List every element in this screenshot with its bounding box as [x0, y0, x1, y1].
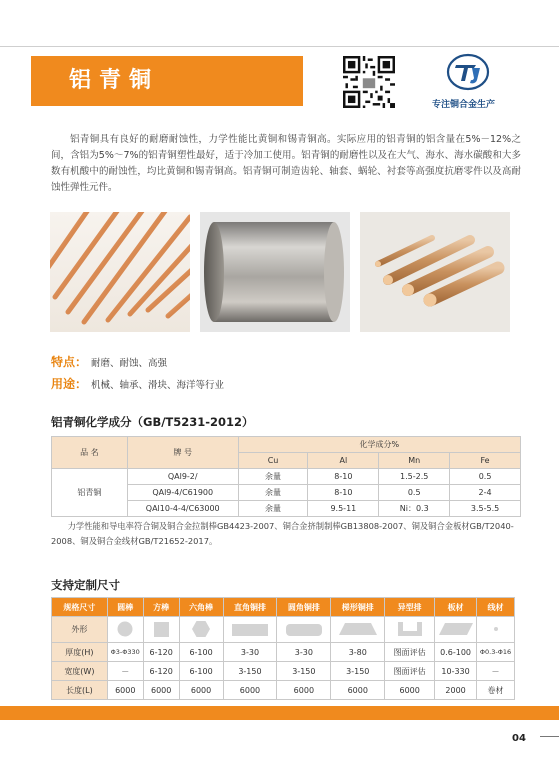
sizes-table — [51, 597, 515, 700]
features-key: 特点： — [51, 355, 88, 369]
shape-row-label: 外形 — [52, 617, 108, 643]
size-cell: 0.6-100 — [435, 643, 477, 662]
size-cell: 3-80 — [331, 643, 385, 662]
cu-cell: 余量 — [238, 501, 308, 517]
header-profile-busbar: 异型排 — [385, 598, 435, 617]
mn-cell: 1.5-2.5 — [379, 469, 450, 485]
composition-table — [51, 436, 521, 517]
size-cell: － — [477, 662, 515, 681]
rounded-rectangle-shape-icon — [277, 617, 331, 643]
header-wire: 线材 — [477, 598, 515, 617]
usage-line — [51, 375, 224, 392]
size-cell: 3-30 — [277, 643, 331, 662]
square-shape-icon — [143, 617, 179, 643]
size-cell: 6-120 — [143, 643, 179, 662]
al-cell: 9.5-11 — [308, 501, 379, 517]
size-cell: 2000 — [435, 681, 477, 700]
grade-cell: QAl9-2/ — [127, 469, 238, 485]
header-hex-bar: 六角棒 — [179, 598, 223, 617]
page-title: 铝青铜 — [31, 56, 303, 106]
table-row — [52, 681, 515, 700]
product-photo-rods — [50, 212, 190, 332]
table-row — [52, 469, 521, 485]
product-name-cell: 铝青铜 — [52, 469, 128, 517]
footer-bar — [0, 706, 559, 720]
row-label: 宽度(W) — [52, 662, 108, 681]
size-cell: 6000 — [385, 681, 435, 700]
fe-cell: 0.5 — [450, 469, 521, 485]
grade-cell: QAl9-4/C61900 — [127, 485, 238, 501]
size-cell: 3-30 — [223, 643, 277, 662]
table-row — [52, 662, 515, 681]
size-cell: Φ3-Φ330 — [107, 643, 143, 662]
row-label: 长度(L) — [52, 681, 108, 700]
hexagon-shape-icon — [179, 617, 223, 643]
header-element: Fe — [450, 453, 521, 469]
rectangle-shape-icon — [223, 617, 277, 643]
composition-title: 铝青铜化学成分（GB/T5231-2012） — [51, 415, 254, 429]
sizes-title: 支持定制尺寸 — [51, 578, 120, 592]
header-square-bar: 方棒 — [143, 598, 179, 617]
round-shape-icon — [107, 617, 143, 643]
usage-value: 机械、轴承、滑块、海洋等行业 — [91, 380, 225, 391]
size-cell: 图面评估 — [385, 662, 435, 681]
qr-code-icon — [343, 56, 395, 108]
grade-cell: QAl10-4-4/C63000 — [127, 501, 238, 517]
page-number-rule — [540, 736, 559, 737]
company-slogan: 专注铜合金生产 — [432, 100, 496, 110]
size-cell: 6000 — [179, 681, 223, 700]
cu-cell: 余量 — [238, 469, 308, 485]
fe-cell: 3.5-5.5 — [450, 501, 521, 517]
row-label: 厚度(H) — [52, 643, 108, 662]
usage-key: 用途： — [51, 377, 88, 391]
header-square-busbar: 直角铜排 — [223, 598, 277, 617]
fe-cell: 2-4 — [450, 485, 521, 501]
trapezoid-shape-icon — [331, 617, 385, 643]
header-product-name: 品 名 — [52, 437, 128, 469]
size-cell: Φ0.3-Φ16 — [477, 643, 515, 662]
header-round-bar: 圆棒 — [107, 598, 143, 617]
product-photo-large-bar — [200, 212, 350, 332]
standards-note: 力学性能和导电率符合铜及铜合金拉制棒GB4423-2007、铜合金挤制制棒GB13808-2007、铜及铜合金板材GB/T2040-2008、铜及铜合金线材GB/T21652-2017。 — [51, 521, 514, 546]
wire-shape-icon — [477, 617, 515, 643]
mn-cell: Ni：0.3 — [379, 501, 450, 517]
page-number: 04 — [512, 733, 526, 744]
size-cell: － — [107, 662, 143, 681]
al-cell: 8-10 — [308, 469, 379, 485]
size-cell: 6-100 — [179, 643, 223, 662]
mn-cell: 0.5 — [379, 485, 450, 501]
profile-shape-icon — [385, 617, 435, 643]
header-spec: 规格尺寸 — [52, 598, 108, 617]
size-cell: 10-330 — [435, 662, 477, 681]
size-cell: 6000 — [143, 681, 179, 700]
size-cell: 3-150 — [331, 662, 385, 681]
features-line — [51, 353, 167, 370]
shape-row — [52, 617, 515, 643]
plate-shape-icon — [435, 617, 477, 643]
features-value: 耐磨、耐蚀、高强 — [91, 358, 168, 369]
header-trapezoid-busbar: 梯形铜排 — [331, 598, 385, 617]
top-rule — [0, 46, 559, 47]
size-cell: 6-100 — [179, 662, 223, 681]
header-element: Mn — [379, 453, 450, 469]
header-plate: 板材 — [435, 598, 477, 617]
size-cell: 卷材 — [477, 681, 515, 700]
size-cell: 3-150 — [223, 662, 277, 681]
header-element: Al — [308, 453, 379, 469]
al-cell: 8-10 — [308, 485, 379, 501]
size-cell: 6000 — [331, 681, 385, 700]
table-row — [52, 643, 515, 662]
size-cell: 6000 — [223, 681, 277, 700]
size-cell: 3-150 — [277, 662, 331, 681]
company-logo-icon — [446, 53, 490, 91]
header-composition: 化学成分% — [238, 437, 520, 453]
header-grade: 牌 号 — [127, 437, 238, 469]
size-cell: 图面评估 — [385, 643, 435, 662]
cu-cell: 余量 — [238, 485, 308, 501]
header-rounded-busbar: 圆角铜排 — [277, 598, 331, 617]
size-cell: 6000 — [277, 681, 331, 700]
header-element: Cu — [238, 453, 308, 469]
product-photo-short-rods — [360, 212, 510, 332]
size-cell: 6000 — [107, 681, 143, 700]
intro-paragraph: 铝青铜具有良好的耐磨耐蚀性，力学性能比黄铜和锡青铜高。实际应用的铝青铜的铝含量在5%－12%之间，含铝为5%～7%的铝青铜塑性最好，适于冷加工使用。铝青铜的耐磨性以及在大气、海水、海水碳酸和大多数有机酸中的耐蚀性，均比黄铜和锡青铜高。铝青铜可制造齿轮、轴套、蜗轮、衬套等高强度抗磨零件以及高耐蚀性弹性元件。 — [51, 134, 521, 193]
size-cell: 6-120 — [143, 662, 179, 681]
